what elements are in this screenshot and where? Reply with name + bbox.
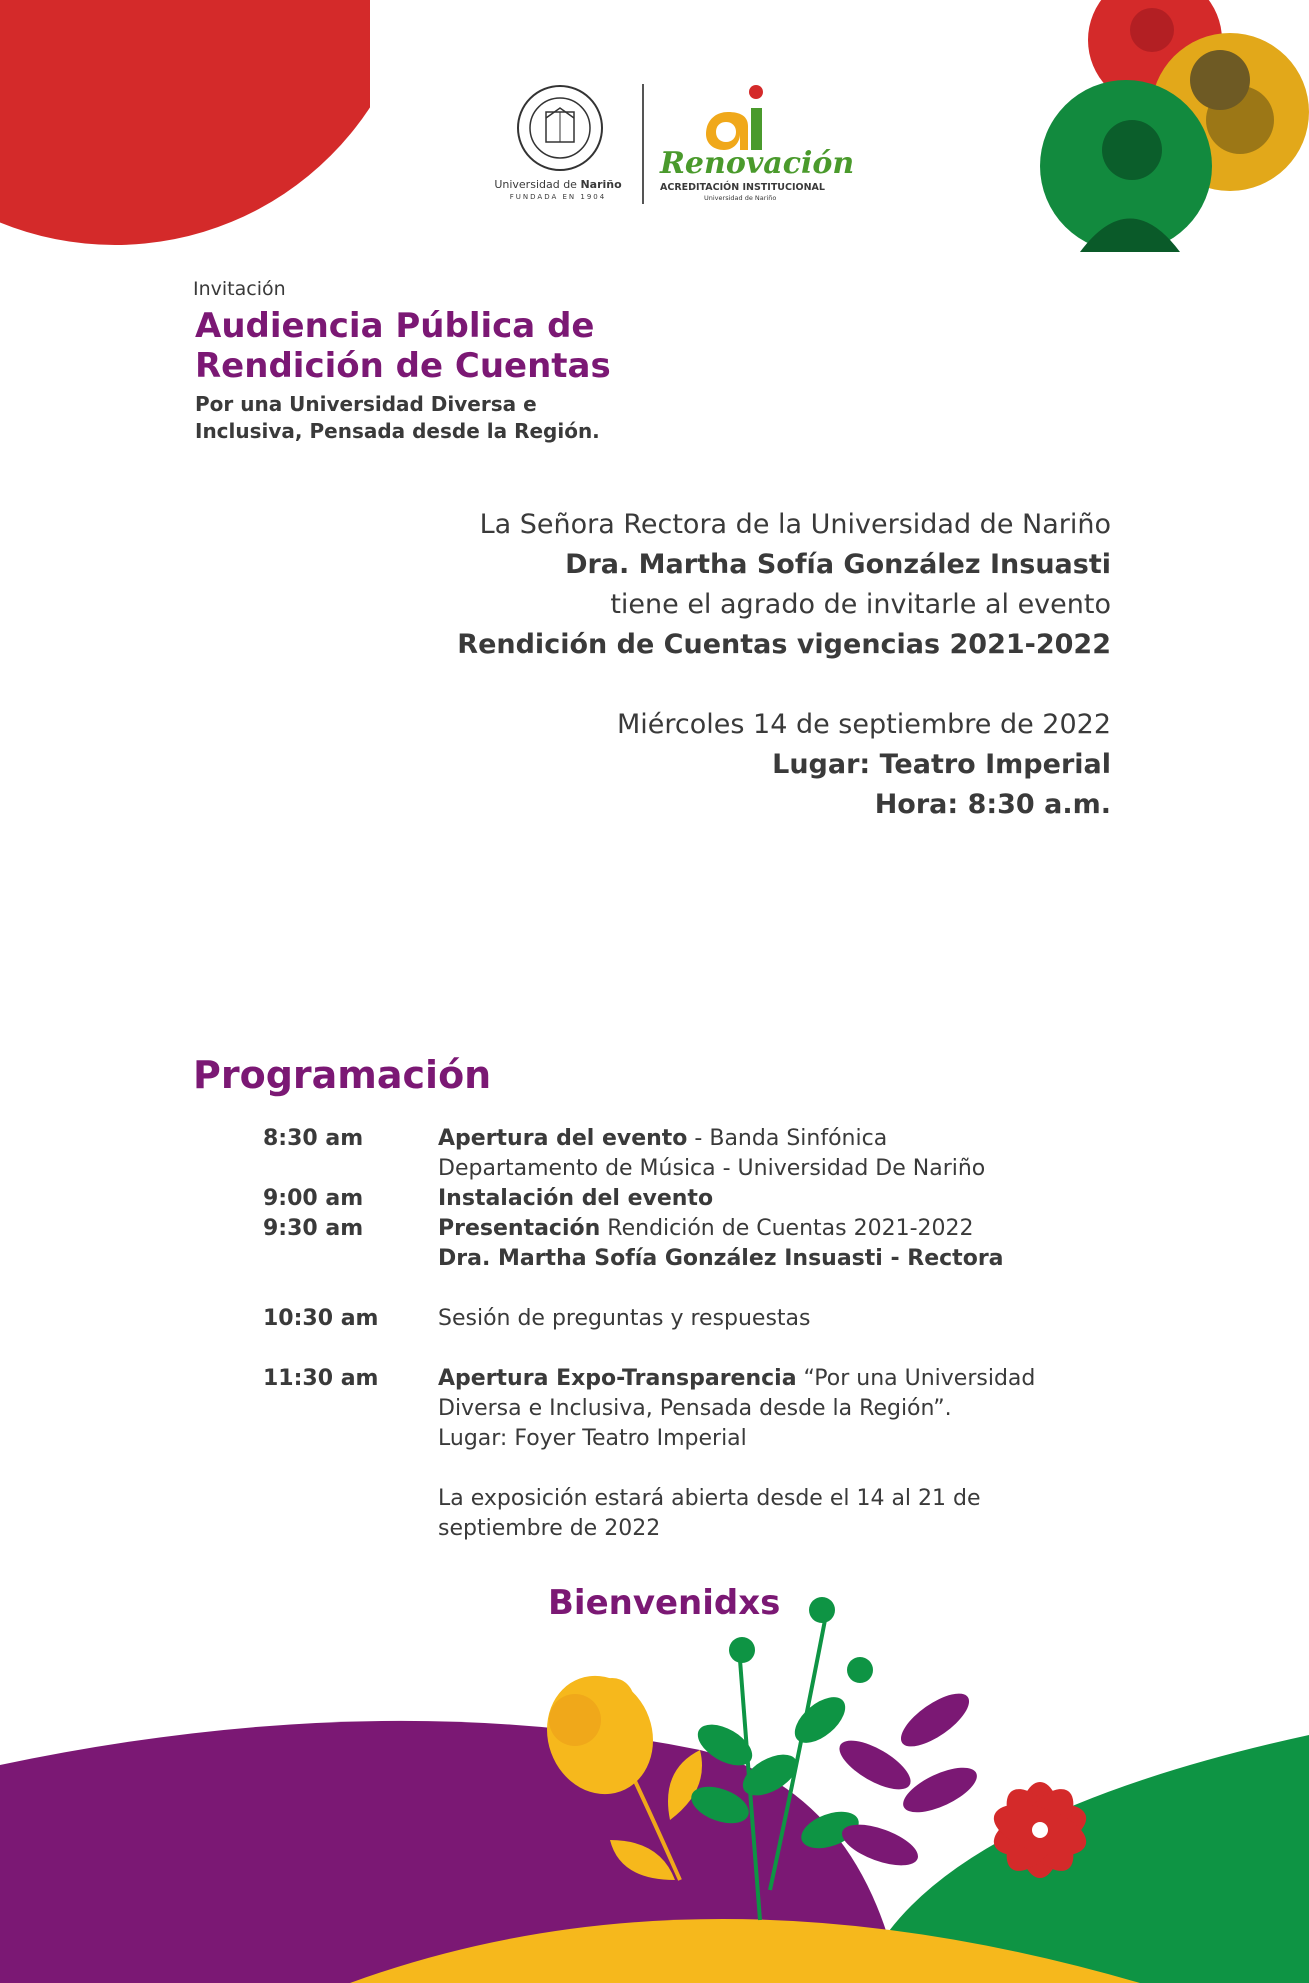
event-title-line2: Rendición de Cuentas (195, 346, 611, 386)
schedule-item (263, 1214, 1063, 1274)
university-seal-logo (516, 84, 604, 172)
acreditacion-ai-logo (700, 82, 780, 152)
event-date: Miércoles 14 de septiembre de 2022 (616, 709, 1111, 740)
invitation-body (411, 505, 1111, 825)
schedule-time: 10:30 am (263, 1306, 379, 1331)
schedule-desc: Presentación Rendición de Cuentas 2021-2022 Dra. Martha Sofía González Insuasti - Rectora (438, 1216, 1004, 1271)
invite-line-agrado: tiene el agrado de invitarle al evento (610, 589, 1111, 620)
renovacion-subtitle: ACREDITACIÓN INSTITUCIONAL (660, 182, 825, 193)
schedule-time: 11:30 am (263, 1366, 379, 1391)
schedule-desc: Sesión de preguntas y respuestas (438, 1306, 811, 1331)
invite-line-rectora: La Señora Rectora de la Universidad de Nariño (479, 509, 1111, 540)
schedule-time: 8:30 am (263, 1126, 364, 1151)
photo-circles (1040, 0, 1309, 260)
event-title (195, 306, 715, 386)
event-title-line1: Audiencia Pública de (195, 306, 595, 346)
schedule-desc: Instalación del evento (438, 1186, 714, 1211)
event-subtitle-line2: Inclusiva, Pensada desde la Región. (195, 419, 600, 443)
logo-divider (642, 84, 644, 204)
renovacion-university: Universidad de Nariño (704, 194, 777, 202)
event-place: Lugar: Teatro Imperial (772, 749, 1111, 780)
university-name: Universidad de Nariño (494, 178, 622, 191)
schedule (263, 1124, 1063, 1544)
schedule-time: 9:00 am (263, 1186, 364, 1211)
invite-line-event: Rendición de Cuentas vigencias 2021-2022 (457, 629, 1111, 660)
closing-welcome: Bienvenidxs (548, 1583, 781, 1623)
invitation-label: Invitación (193, 278, 286, 300)
schedule-item (263, 1184, 1063, 1214)
schedule-desc: Apertura Expo-Transparencia “Por una Universidad Diversa e Inclusiva, Pensada desde la Región”. Lugar: Foyer Teatro Imperial La exposición estará abierta desde el 14 al 21 de septiembre de 2022 (438, 1364, 1063, 1544)
programacion-title: Programación (193, 1053, 492, 1097)
expo-note-line2: septiembre de 2022 (438, 1516, 661, 1541)
schedule-item (263, 1364, 1063, 1544)
university-founded: FUNDADA EN 1904 (509, 193, 607, 201)
invite-line-name: Dra. Martha Sofía González Insuasti (565, 549, 1111, 580)
event-subtitle-line1: Por una Universidad Diversa e (195, 392, 537, 416)
event-subtitle (195, 391, 655, 445)
schedule-time: 9:30 am (263, 1216, 364, 1241)
bottom-floral-decoration (0, 1590, 1309, 1983)
expo-note-line1: La exposición estará abierta desde el 14 al 21 de (438, 1486, 981, 1511)
schedule-item (263, 1304, 1063, 1334)
event-time: Hora: 8:30 a.m. (874, 789, 1111, 820)
schedule-item (263, 1124, 1063, 1184)
purple-leaves-icon (832, 1684, 983, 1874)
renovacion-title: Renovación (660, 146, 855, 181)
schedule-desc: Apertura del evento - Banda Sinfónica Departamento de Música - Universidad De Nariño (438, 1126, 986, 1181)
red-corner-circle (0, 0, 370, 250)
